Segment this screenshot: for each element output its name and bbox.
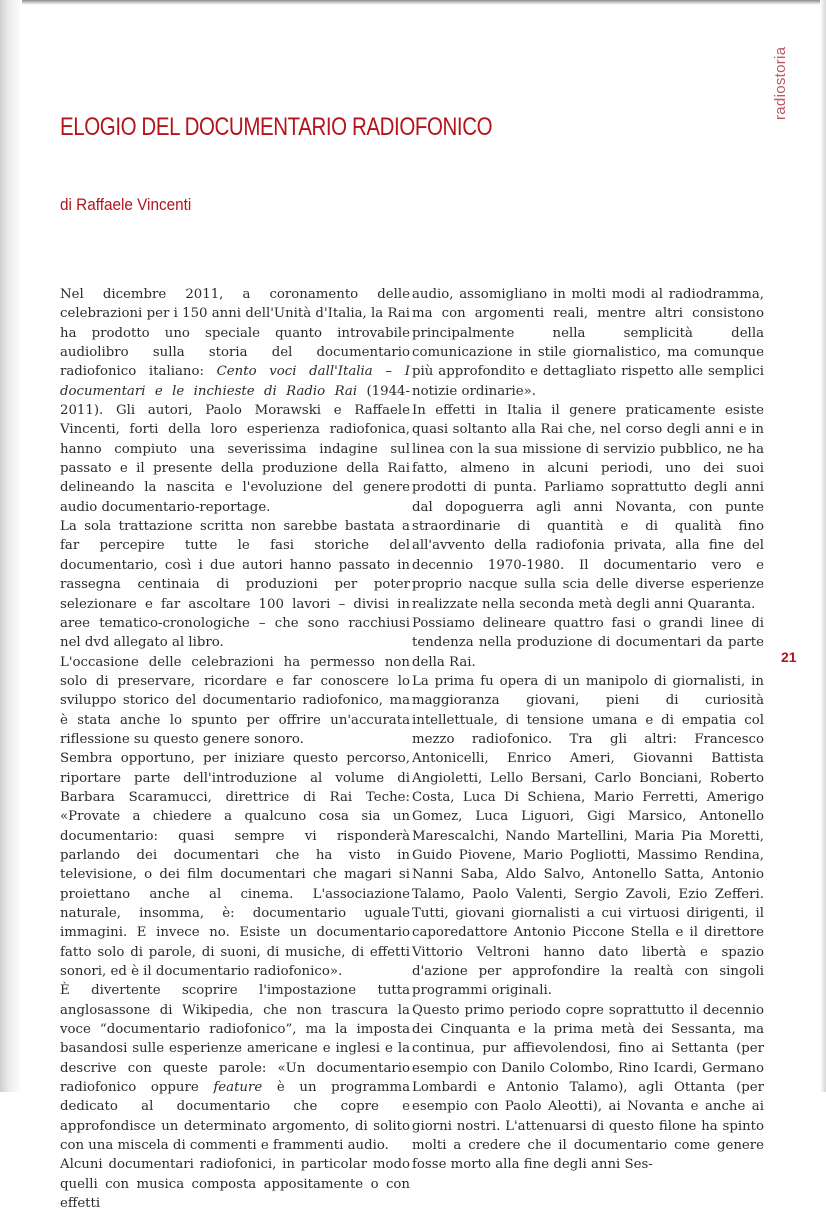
scan-gutter-shadow (0, 0, 22, 1092)
paragraph (412, 1001, 764, 1175)
article-author: di Raffaele Vincenti (60, 195, 192, 214)
text-run: L'occasione delle celebrazioni ha permesso non solo di preservare, ricordare e far conoscere lo sviluppo storico del documentario radiofonico, ma è stata anche lo spunto per offrire un'accurata riflessione su questo genere sonoro. (60, 654, 410, 747)
text-run: È divertente scoprire l'impostazione tutta anglosassone di Wikipedia, che non trascura la voce “documentario radiofonico”, ma la imposta basandosi sulle esperienze americane e inglesi e la descrive con queste parole: «Un documentario radiofonico oppure (60, 983, 410, 1096)
scan-right-edge (820, 0, 826, 1092)
paragraph (412, 672, 764, 1001)
article-title: ELOGIO DEL DOCUMENTARIO RADIOFONICO (60, 113, 493, 141)
italic-text: Cento voci dall'Italia – I documentari e le inchieste di Radio Rai (60, 364, 410, 399)
text-run: (1944-2011). Gli autori, Paolo Morawski e Raffaele Vincenti, forti della loro esperienza radiofonica, hanno compiuto una severissima indagine sul passato e il presente della produzione della Rai delineando la nascita e l'evoluzione del genere audio documentario-reportage. (60, 383, 411, 515)
text-run: Sembra opportuno, per iniziare questo percorso, riportare parte dell'introduzione al volume di Barbara Scaramucci, direttrice di Rai Teche: «Provate a chiedere a qualcuno cosa sia un documentario: quasi sempre vi risponderà parlando dei documentari che ha visto in televisione, o dei film documentari che magari si proiettano anche al cinema. L'associazione naturale, insomma, è: documentario uguale immagini. E invece no. Esiste un documentario fatto solo di parole, di suoni, di musiche, di effetti sonori, ed è il documentario radiofonico». (60, 751, 410, 980)
text-run: audio, assomigliano in molti modi al radiodramma, ma con argomenti reali, mentre altri consistono principalmente nella semplicità della comunicazione in stile giornalistico, ma comunque più approfondito e dettagliato rispetto alle semplici notizie ordinarie». (412, 287, 764, 399)
italic-text: feature (213, 1080, 263, 1096)
body-column-left (60, 285, 410, 1214)
page-number: 21 (781, 649, 797, 665)
scan-top-edge (0, 0, 826, 5)
text-run: Possiamo delineare quattro fasi o grandi linee di tendenza nella produzione di documentari da parte della Rai. (412, 615, 764, 670)
paragraph (60, 1155, 410, 1213)
paragraph (60, 517, 410, 652)
text-run: Alcuni documentari radiofonici, in particolar modo quelli con musica composta appositamente o con effetti (60, 1157, 410, 1212)
text-run: è un programma dedicato al documentario che copre e approfondisce un determinato argomento, di solito con una miscela di commenti e frammenti audio. (60, 1080, 410, 1154)
paragraph (60, 749, 410, 981)
paragraph (60, 981, 410, 1155)
section-tag: radiostoria (772, 46, 789, 120)
text-run: Questo primo periodo copre soprattutto il decennio dei Cinquanta e la prima metà dei Sessanta, ma continua, pur affievolendosi, fino ai Settanta (per esempio con Danilo Colombo, Rino Icardi, Germano Lombardi e Antonio Talamo), agli Ottanta (per esempio con Paolo Aleotti), ai Novanta e anche ai giorni nostri. L'attenuarsi di questo filone ha spinto molti a credere che il documentario come genere fosse morto alla fine degli anni Ses- (412, 1002, 764, 1173)
paragraph (412, 401, 764, 614)
text-run: La prima fu opera di un manipolo di giornalisti, in maggioranza giovani, pieni di curiosità intellettuale, di tensione umana e di empatia col mezzo radiofonico. Tra gli altri: Francesco Antonicelli, Enrico Ameri, Giovanni Battista Angioletti, Lello Bersani, Carlo Bonciani, Roberto Costa, Luca Di Schiena, Mario Ferretti, Amerigo Gomez, Luca Liguori, Gigi Marsico, Antonello Marescalchi, Nando Martellini, Maria Pia Moretti, Guido Piovene, Mario Pogliotti, Massimo Rendina, Nanni Saba, Aldo Salvo, Antonello Satta, Antonio Talamo, Paolo Valenti, Sergio Zavoli, Ezio Zefferi. Tutti, giovani giornalisti a cui virtuosi dirigenti, il caporedattore Antonio Piccone Stella e il direttore Vittorio Veltroni hanno dato libertà e spazio d'azione per approfondire la realtà con singoli programmi originali. (412, 673, 764, 999)
text-run: In effetti in Italia il genere praticamente esiste quasi soltanto alla Rai che, nel corso degli anni e in linea con la sua missione di servizio pubblico, ne ha fatto, almeno in alcuni periodi, uno dei suoi prodotti di punta. Parliamo soprattutto degli anni dal dopoguerra agli anni Novanta, con punte straordinarie di quantità e di qualità fino all'avvento della radiofonia privata, alla fine del decennio 1970-1980. Il documentario vero e proprio nacque sulla scia delle diverse esperienze realizzate nella seconda metà degli anni Quaranta. (412, 403, 764, 612)
body-column-right (412, 285, 764, 1175)
paragraph (412, 285, 764, 401)
paragraph (60, 653, 410, 750)
paragraph (412, 614, 764, 672)
text-run: La sola trattazione scritta non sarebbe bastata a far percepire tutte le fasi storiche del documentario, così i due autori hanno passato in rassegna centinaia di produzioni per poter selezionare e far ascoltare 100 lavori – divisi in aree tematico-cronologiche – che sono racchiusi nel dvd allegato al libro. (60, 519, 410, 651)
text-run: Nel dicembre 2011, a coronamento delle celebrazioni per i 150 anni dell'Unità d'Italia, la Rai ha prodotto uno speciale quanto introvabile audiolibro sulla storia del documentario radiofonico italiano: (60, 287, 410, 380)
paragraph (60, 285, 410, 517)
